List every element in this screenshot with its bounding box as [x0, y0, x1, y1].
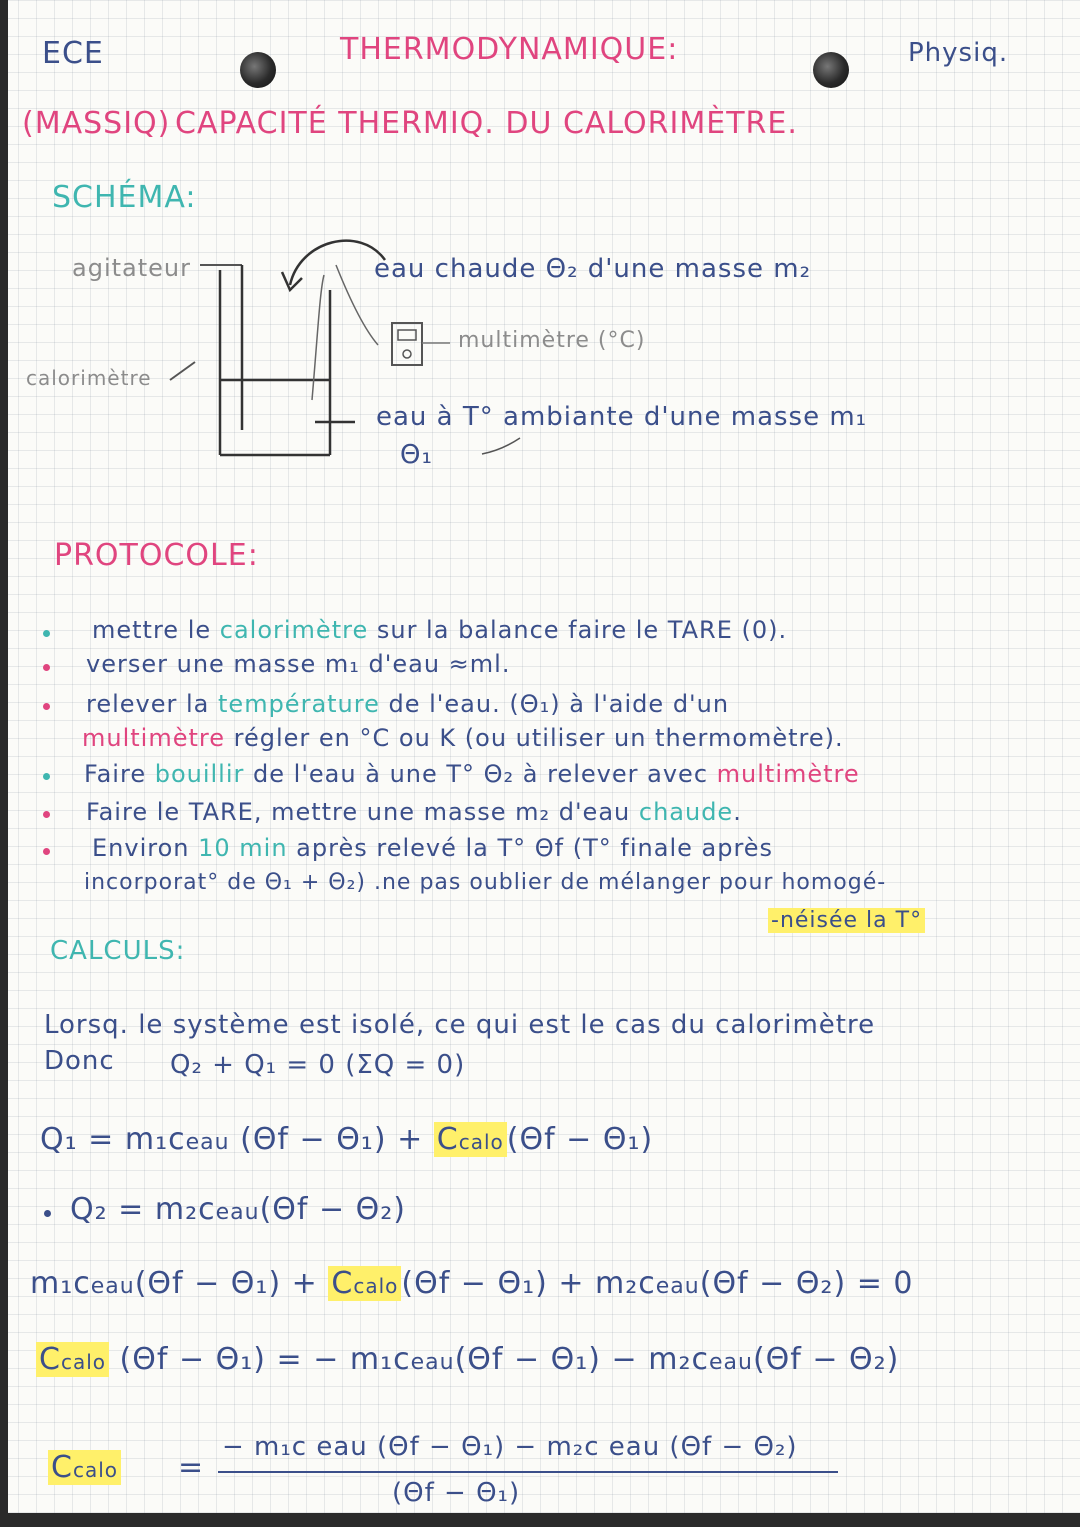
- protocole-item-6: Environ 10 min après relevé la T° Θf (T° finale après: [92, 834, 774, 862]
- label-ambient-water: eau à T° ambiante d'une masse m₁: [376, 402, 868, 432]
- protocole-item-4: Faire bouillir de l'eau à une T° Θ₂ à relever avec multimètre: [84, 760, 860, 788]
- subtitle-prefix: (MASSIQ): [22, 106, 171, 141]
- protocole-item-2: verser une masse m₁ d'eau ≈ml.: [86, 650, 511, 678]
- bullet-q2: [44, 1210, 51, 1217]
- page-title: THERMODYNAMIQUE:: [340, 32, 679, 67]
- calculs-donc-eq: Q₂ + Q₁ = 0 (ΣQ = 0): [170, 1050, 466, 1080]
- label-multimetre: multimètre (°C): [458, 328, 646, 353]
- fraction-bar: [218, 1471, 838, 1473]
- protocole-item-3-cont: multimètre régler en °C ou K (ou utiliser un thermomètre).: [82, 724, 844, 752]
- bullet-5: [43, 811, 50, 818]
- protocole-item-6-cont2: -néisée la T°: [768, 908, 925, 933]
- protocole-item-6-cont: incorporat° de Θ₁ + Θ₂) .ne pas oublier de mélanger pour homogé-: [84, 870, 887, 895]
- bullet-1: [43, 630, 50, 637]
- label-theta1: Θ₁: [400, 440, 433, 470]
- equation-q1: Q₁ = m₁ceau (Θf − Θ₁) + Ccalo (Θf − Θ₁): [40, 1122, 654, 1157]
- final-equals: =: [178, 1450, 205, 1485]
- final-numerator: − m₁c eau (Θf − Θ₁) − m₂c eau (Θf − Θ₂): [222, 1432, 798, 1462]
- schema-heading: SCHÉMA:: [52, 180, 197, 215]
- calculs-intro: Lorsq. le système est isolé, ce qui est le cas du calorimètre: [44, 1010, 876, 1040]
- equation-q2: Q₂ = m₂ceau(Θf − Θ₂): [70, 1192, 406, 1227]
- equation-sum: m₁ceau(Θf − Θ₁) + Ccalo (Θf − Θ₁) + m₂ceau(Θf − Θ₂) = 0: [30, 1266, 914, 1301]
- label-agitateur: agitateur: [72, 254, 191, 282]
- label-hot-water: eau chaude Θ₂ d'une masse m₂: [374, 254, 812, 284]
- protocole-item-1: mettre le calorimètre sur la balance faire le TARE (0).: [92, 616, 788, 644]
- final-ccalo: Ccalo: [48, 1450, 121, 1485]
- bullet-2: [43, 664, 50, 671]
- protocole-heading: PROTOCOLE:: [54, 538, 259, 573]
- equation-ccalo-isolated: Ccalo (Θf − Θ₁) = − m₁ceau(Θf − Θ₁) − m₂ceau(Θf − Θ₂): [36, 1342, 899, 1377]
- header-left: ECE: [42, 36, 104, 71]
- calculs-heading: CALCULS:: [50, 936, 186, 966]
- protocole-item-5: Faire le TARE, mettre une masse m₂ d'eau chaude.: [86, 798, 742, 826]
- bullet-3: [43, 703, 50, 710]
- final-denominator: (Θf − Θ₁): [392, 1478, 521, 1508]
- calculs-donc-label: Donc: [44, 1046, 115, 1076]
- label-calorimetre: calorimètre: [26, 366, 152, 390]
- protocole-item-3: relever la température de l'eau. (Θ₁) à l'aide d'un: [86, 690, 730, 718]
- bullet-4: [43, 773, 50, 780]
- header-subject: Physiq.: [908, 38, 1009, 68]
- bullet-6: [43, 848, 50, 855]
- subtitle-main: CAPACITÉ THERMIQ. DU CALORIMÈTRE.: [175, 106, 798, 141]
